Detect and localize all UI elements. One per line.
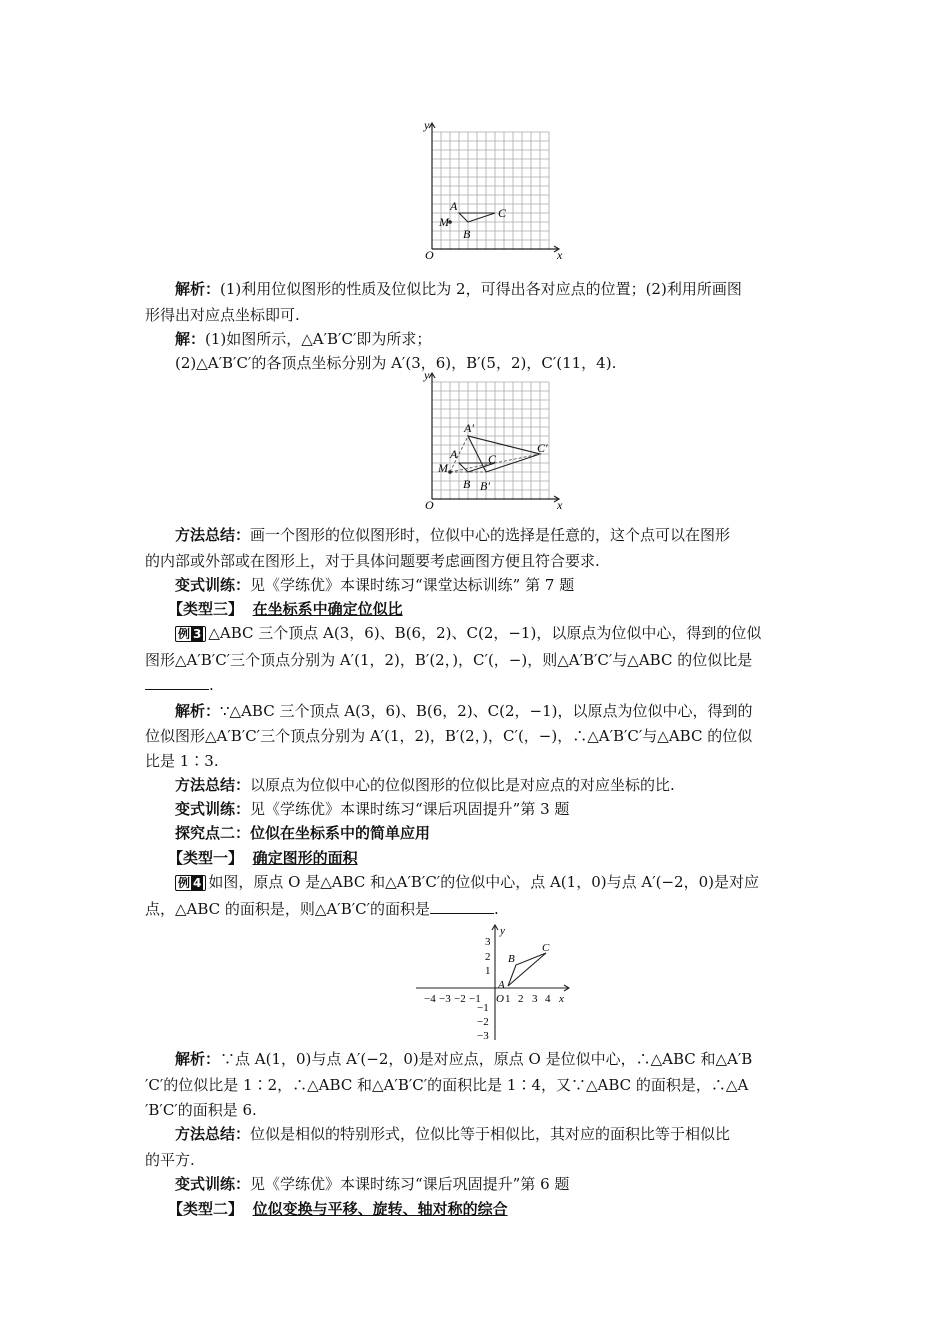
line-example-3: 例 3 △ABC 三个顶点 A(3，6)、B(6，2)、C(2，−1)，以原点为位似中心，得到的位似 xyxy=(175,620,805,646)
line-solution-1: 解：(1)如图所示，△A′B′C′即为所求； xyxy=(175,330,432,348)
fig2-label-m: M xyxy=(438,461,448,475)
fig2-label-c: C xyxy=(488,452,497,466)
fig3-ytick-neg3: −3 xyxy=(477,1030,489,1042)
fig1-label-x: x xyxy=(557,248,563,262)
line-method-1b: 的内部或外部或在图形上，对于具体问题要考虑画图方便且符合要求. xyxy=(145,552,600,570)
heading-type-3: 【类型三】 在坐标系中确定位似比 xyxy=(168,600,403,618)
fig3-ytick-1: 1 xyxy=(485,965,491,977)
fig3-label-b: B xyxy=(508,953,515,965)
fig2-label-b-prime: B′ xyxy=(480,479,490,493)
line-example-3c: . xyxy=(145,672,805,698)
line-example-4: 例 4 如图，原点 O 是△ABC 和△A′B′C′的位似中心，点 A(1，0)与点 A′(−2，0)是对应 xyxy=(175,869,805,895)
line-analysis-4: 解析：∵点 A(1，0)与点 A′(−2，0)是对应点，原点 O 是位似中心，∴△ABC 和△A′B xyxy=(175,1050,753,1068)
answer-blank-2[interactable] xyxy=(430,899,494,914)
fig2-label-x: x xyxy=(557,498,563,512)
fig1-label-b: B xyxy=(463,227,471,241)
line-solution-2: (2)△A′B′C′的各顶点坐标分别为 A′(3，6)，B′(5，2)，C′(11，4). xyxy=(175,354,617,372)
fig1-label-y: y xyxy=(424,118,430,132)
grid-figure-2 xyxy=(418,368,568,513)
fig2-label-c-prime: C′ xyxy=(537,441,548,455)
axis-figure-3 xyxy=(412,922,577,1042)
fig2-label-o: O xyxy=(425,498,434,512)
line-example-4b: 点，△ABC 的面积是，则△A′B′C′的面积是 . xyxy=(145,900,499,918)
line-analysis-3b: 位似图形△A′B′C′三个顶点分别为 A′(1，2)，B′(2，)，C′(，−)，∴△A′B′C′与△ABC 的位似 xyxy=(145,727,753,745)
fig3-ytick-3: 3 xyxy=(485,936,491,948)
line-method-3: 方法总结：以原点为位似中心的位似图形的位似比是对应点的对应坐标的比. xyxy=(175,776,675,794)
fig1-label-m: M xyxy=(439,215,449,229)
fig2-label-a-prime: A′ xyxy=(464,421,474,435)
fig2-label-a: A xyxy=(450,447,458,461)
fig3-ytick-neg1: −1 xyxy=(477,1002,489,1014)
line-analysis-3c: 比是 1∶3. xyxy=(145,752,219,770)
line-analysis-3: 解析：∵△ABC 三个顶点 A(3，6)、B(6，2)、C(2，−1)，以原点为位似中心，得到的 xyxy=(175,702,753,720)
fig3-ytick-2: 2 xyxy=(485,951,491,963)
line-variant-1: 变式训练：见《学练优》本课时练习“课堂达标训练” 第 7 题 xyxy=(175,576,575,594)
heading-type-1: 【类型一】 确定图形的面积 xyxy=(168,849,358,867)
fig3-label-a: A xyxy=(498,979,505,991)
fig3-xtick-neg4: −4 xyxy=(424,993,436,1005)
answer-blank-1[interactable] xyxy=(145,675,209,690)
line-method-1: 方法总结：画一个图形的位似图形时，位似中心的选择是任意的，这个点可以在图形 xyxy=(175,526,731,544)
fig2-label-y: y xyxy=(424,368,430,382)
fig1-label-o: O xyxy=(425,248,434,262)
fig1-label-c: C xyxy=(498,206,507,220)
line-variant-4: 变式训练：见《学练优》本课时练习“课后巩固提升”第 6 题 xyxy=(175,1175,570,1193)
fig3-xtick-4: 4 xyxy=(545,993,551,1005)
grid-figure-1 xyxy=(418,118,568,263)
fig3-label-o: O xyxy=(496,993,504,1005)
heading-point-2: 探究点二：位似在坐标系中的简单应用 xyxy=(175,824,431,842)
fig3-label-c: C xyxy=(542,942,550,954)
line-method-4: 方法总结：位似是相似的特别形式，位似比等于相似比，其对应的面积比等于相似比 xyxy=(175,1125,731,1143)
line-variant-3: 变式训练：见《学练优》本课时练习“课后巩固提升”第 3 题 xyxy=(175,800,570,818)
fig3-xtick-neg3: −3 xyxy=(439,993,451,1005)
fig3-xtick-1: 1 xyxy=(505,993,511,1005)
line-method-4b: 的平方. xyxy=(145,1151,195,1169)
heading-type-2: 【类型二】 位似变换与平移、旋转、轴对称的综合 xyxy=(168,1200,508,1218)
fig3-xtick-2: 2 xyxy=(518,993,524,1005)
fig3-xtick-neg2: −2 xyxy=(454,993,466,1005)
fig3-ytick-neg2: −2 xyxy=(477,1016,489,1028)
fig2-label-b: B xyxy=(463,477,471,491)
fig1-label-a: A xyxy=(450,199,458,213)
line-analysis-4c: ′B′C′的面积是 6. xyxy=(145,1101,257,1119)
fig3-label-y: y xyxy=(500,925,505,937)
line-example-3b: 图形△A′B′C′三个顶点分别为 A′(1，2)，B′(2，)，C′(，−)，则△A′B′C′与△ABC 的位似比是 xyxy=(145,651,753,669)
fig3-xtick-neg1: −1 xyxy=(469,993,481,1005)
line-analysis-1: 解析：(1)利用位似图形的性质及位似比为 2，可得出各对应点的位置；(2)利用所画图 xyxy=(175,280,742,298)
fig3-label-x: x xyxy=(559,993,564,1005)
line-analysis-4b: ′C′的位似比是 1∶2，∴△ABC 和△A′B′C′的面积比是 1∶4，又∵△ABC 的面积是，∴△A xyxy=(145,1076,749,1094)
line-analysis-1b: 形得出对应点坐标即可. xyxy=(145,306,300,324)
example-4-badge: 例 4 xyxy=(175,875,206,891)
fig3-xtick-3: 3 xyxy=(532,993,538,1005)
example-3-badge: 例 3 xyxy=(175,626,206,642)
